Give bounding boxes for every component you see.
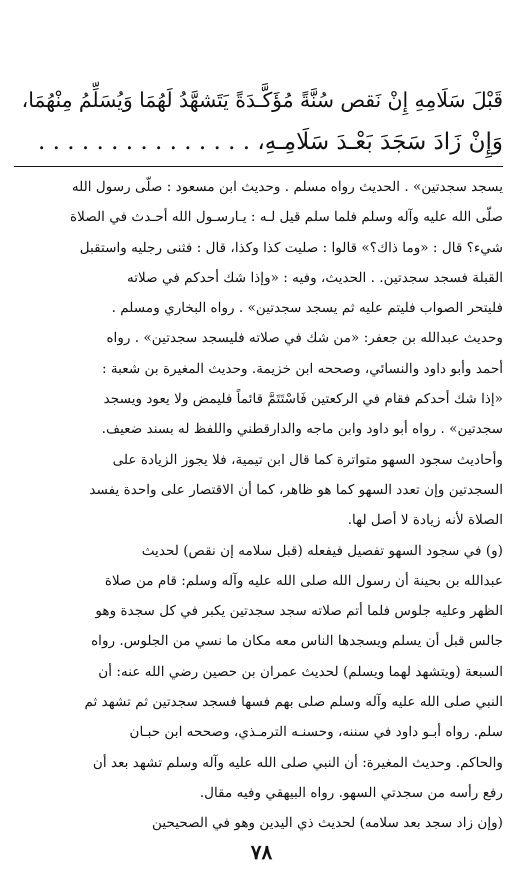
commentary-line: رفع رأسه من سجدتي السهو. رواه البيهقي وفيه مقال. xyxy=(199,784,503,801)
commentary-line: سجدتين» . رواه أبو داود وابن ماجه والدارقطني واللفظ له بسند ضعيف. xyxy=(101,421,503,438)
commentary-line: عبدالله بن بحينة أن رسول الله صلى الله عليه وآله وسلم: قام من صلاة xyxy=(104,572,503,589)
commentary-block xyxy=(20,172,503,839)
commentary-line: يسجد سجدتين» . الحديث رواه مسلم . وحديث ابن مسعود : صلّى رسول الله xyxy=(71,179,503,195)
commentary-line: صلّى الله عليه وآله وسلم فلما سلم قيل لـه : يـارسـول الله أحـدث في الصلاة xyxy=(70,209,503,226)
commentary-line: جالس قبل أن يسلم ويسجدها الناس معه مكان ما نسي من الجلوس. رواه xyxy=(91,633,503,650)
commentary-line: الصلاة لأنه زيادة لا أصل لها. xyxy=(347,512,503,529)
commentary-line: سلم. رواه أبـو داود في سننه، وحسنـه الترمـذي، وصححه ابن حبـان xyxy=(129,724,503,741)
commentary-line: القبلة فسجد سجدتين. . الحديث، وفيه : «وإذا شك أحدكم في صلاته xyxy=(126,269,503,286)
commentary-line: الظهر وعليه جلوس فلما أتم صلاته سجد سجدتين يكبر في كل سجدة وهو xyxy=(95,603,503,620)
page-number: ٧٨ xyxy=(250,840,273,864)
commentary-line: (و) في سجود السهو تفصيل فيفعله (قبل سلامه إن نقص) لحديث xyxy=(141,542,503,559)
commentary-line: النبي صلى الله عليه وآله وسلم صلى بهم فسها فسجد سجدتين ثم تشهد ثم xyxy=(84,694,503,711)
main-text-line-2: وَإِنْ زَادَ سَجَدَ بَعْـدَ سَلَامِـهِ، . . . . . . . . . . . . . . . xyxy=(37,129,503,155)
commentary-line: أحمد وأبو داود والنسائي، وصححه ابن خزيمة. وحديث المغيرة بن شعبة : xyxy=(101,360,503,377)
commentary-line: «إذا شك أحدكم فقام في الركعتين فَاسْتَتَمَّ قائماً فليمض ولا يعود ويسجد xyxy=(103,391,503,408)
commentary-line: (وإن زاد سجد بعد سلامه) لحديث ذي اليدين وهو في الصحيحين xyxy=(152,815,503,832)
main-text-line-1: قَبْلَ سَلَامِهِ إِنْ نَقص سُنَّةً مُؤَكَّـدَةً يَتَشهَّدُ لَهُمَا وَيُسَلِّمُ مِنْهُمَا، xyxy=(21,88,503,112)
commentary-line: وحديث عبدالله بن جعفر: «من شك في صلاته فليسجد سجدتين» . رواه xyxy=(106,330,503,347)
separator-rule xyxy=(14,166,503,167)
commentary-line: السبعة (ويتشهد لهما ويسلم) لحديث عمران بن حصين رضي الله عنه: أن xyxy=(98,663,503,680)
commentary-line: شيء؟ قال : «وما ذاك؟» قالوا : صليت كذا وكذا، قال : فثنى رجليه واستقبل xyxy=(79,239,503,256)
commentary-line: والحاكم. وحديث المغيرة: أن النبي صلى الله عليه وآله وسلم تشهد بعد أن xyxy=(92,754,503,771)
commentary-line: فليتحر الصواب فليتم عليه ثم يسجد سجدتين» . رواه البخاري ومسلم . xyxy=(111,300,503,317)
commentary-line: وأحاديث سجود السهو متواترة كما قال ابن تيمية، فلا يجوز الزيادة على xyxy=(112,451,503,468)
commentary-line: السجدتين وإن تعدد السهو كما هو ظاهر، كما أن الاقتصار على واحدة يفسد xyxy=(89,481,503,498)
